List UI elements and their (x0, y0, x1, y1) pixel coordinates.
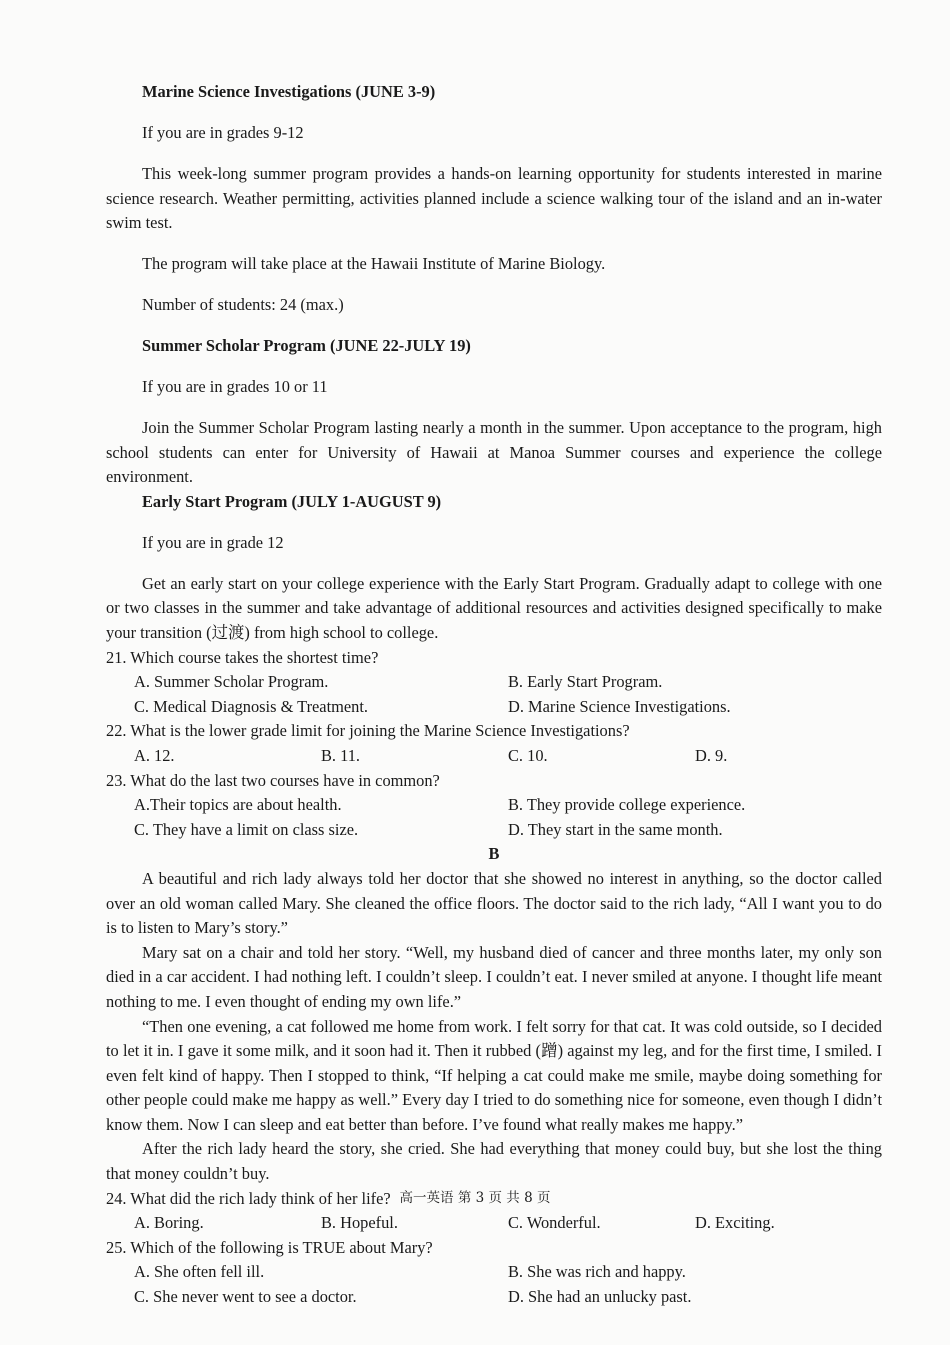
question-22-options (106, 744, 882, 769)
course-desc-marine: This week-long summer program provides a hands-on learning opportunity for students interested in marine science research. Weather permitting, activities planned include a science walking tour of the island and an in-water swim test. (106, 163, 882, 233)
option-24-c: C. Wonderful. (508, 1213, 601, 1233)
question-24: 24. What did the rich lady think of her life? (106, 1188, 391, 1208)
question-21-options-row1 (106, 670, 882, 695)
course-desc-scholar: Join the Summer Scholar Program lasting nearly a month in the summer. Upon acceptance to the program, high school students can enter for University of Hawaii at Manoa Summer courses and experience the college environment. (106, 418, 882, 487)
course-title-scholar: Summer Scholar Program (JUNE 22-JULY 19) (142, 336, 471, 356)
section-heading-b: B (488, 844, 500, 864)
course-grade-early-start: If you are in grade 12 (142, 532, 284, 552)
option-23-a: A.Their topics are about health. (134, 795, 342, 815)
option-21-b: B. Early Start Program. (508, 672, 663, 692)
option-21-c: C. Medical Diagnosis & Treatment. (134, 696, 369, 716)
passage-b-paragraph-2: Mary sat on a chair and told her story. “Well, my husband died of cancer and three months later, my only son died in a car accident. I had nothing left. I couldn’t sleep. I couldn’t eat. I never smiled at anyone. I thought life meant nothing to me. I even thought of ending my own life.” (106, 942, 882, 1011)
option-25-d: D. She had an unlucky past. (508, 1287, 692, 1307)
question-25-options-row2 (106, 1285, 882, 1310)
course-students-marine: Number of students: 24 (max.) (142, 295, 344, 315)
course-grade-scholar: If you are in grades 10 or 11 (142, 377, 328, 397)
option-23-b: B. They provide college experience. (508, 795, 746, 815)
option-24-a: A. Boring. (134, 1213, 204, 1233)
question-21: 21. Which course takes the shortest time? (106, 647, 379, 667)
option-25-a: A. She often fell ill. (134, 1262, 265, 1282)
question-23: 23. What do the last two courses have in common? (106, 770, 440, 790)
option-22-b: B. 11. (321, 745, 361, 765)
option-22-a: A. 12. (134, 745, 175, 765)
passage-b-paragraph-1: A beautiful and rich lady always told her doctor that she showed no interest in anything, so the doctor called over an old woman called Mary. She cleaned the office floors. The doctor said to the rich lady, “All I want you to do is to listen to Mary’s story.” (106, 868, 882, 938)
page-content (106, 80, 882, 1310)
option-25-c: C. She never went to see a doctor. (134, 1287, 357, 1307)
question-25-options-row1 (106, 1260, 882, 1285)
option-24-d: D. Exciting. (695, 1213, 775, 1233)
question-23-options-row1 (106, 793, 882, 818)
option-23-d: D. They start in the same month. (508, 819, 723, 839)
passage-b-paragraph-3: “Then one evening, a cat followed me home from work. I felt sorry for that cat. It was cold outside, so I decided to let it in. I gave it some milk, and it soon had it. Then it rubbed (蹭) against my leg, and for the first time, I smiled. I even felt kind of happy. Then I stopped to think, “If helping a cat could make me smile, maybe doing something for other people could make me happy as well.” Every day I tried to do something nice for someone, even though I didn’t know them. Now I can sleep and eat better than before. I’ve found what really makes me happy.” (106, 1016, 882, 1134)
option-21-a: A. Summer Scholar Program. (134, 672, 329, 692)
option-22-c: C. 10. (508, 745, 548, 765)
question-23-options-row2 (106, 818, 882, 843)
question-24-options (106, 1211, 882, 1236)
question-25: 25. Which of the following is TRUE about Mary? (106, 1237, 433, 1257)
option-22-d: D. 9. (695, 745, 728, 765)
course-title-marine: Marine Science Investigations (JUNE 3-9) (142, 82, 436, 101)
option-23-c: C. They have a limit on class size. (134, 819, 359, 839)
option-21-d: D. Marine Science Investigations. (508, 696, 731, 716)
course-title-early-start: Early Start Program (JULY 1-AUGUST 9) (142, 491, 442, 511)
option-25-b: B. She was rich and happy. (508, 1262, 686, 1282)
course-grade-marine: If you are in grades 9-12 (142, 122, 304, 142)
course-desc-early-start: Get an early start on your college experience with the Early Start Program. Gradually adapt to college with one or two classes in the summer and take advantage of additional resources and activities designed specifically to make your transition (过渡) from high school to college. (106, 573, 882, 643)
option-24-b: B. Hopeful. (321, 1213, 398, 1233)
question-22: 22. What is the lower grade limit for joining the Marine Science Investigations? (106, 721, 630, 741)
page-footer: 高一英语 第 3 页 共 8 页 (399, 1190, 551, 1206)
question-21-options-row2 (106, 695, 882, 720)
passage-b-paragraph-4: After the rich lady heard the story, she cried. She had everything that money could buy, but she lost the thing that money couldn’t buy. (106, 1139, 882, 1184)
course-location-marine: The program will take place at the Hawaii Institute of Marine Biology. (142, 254, 606, 274)
